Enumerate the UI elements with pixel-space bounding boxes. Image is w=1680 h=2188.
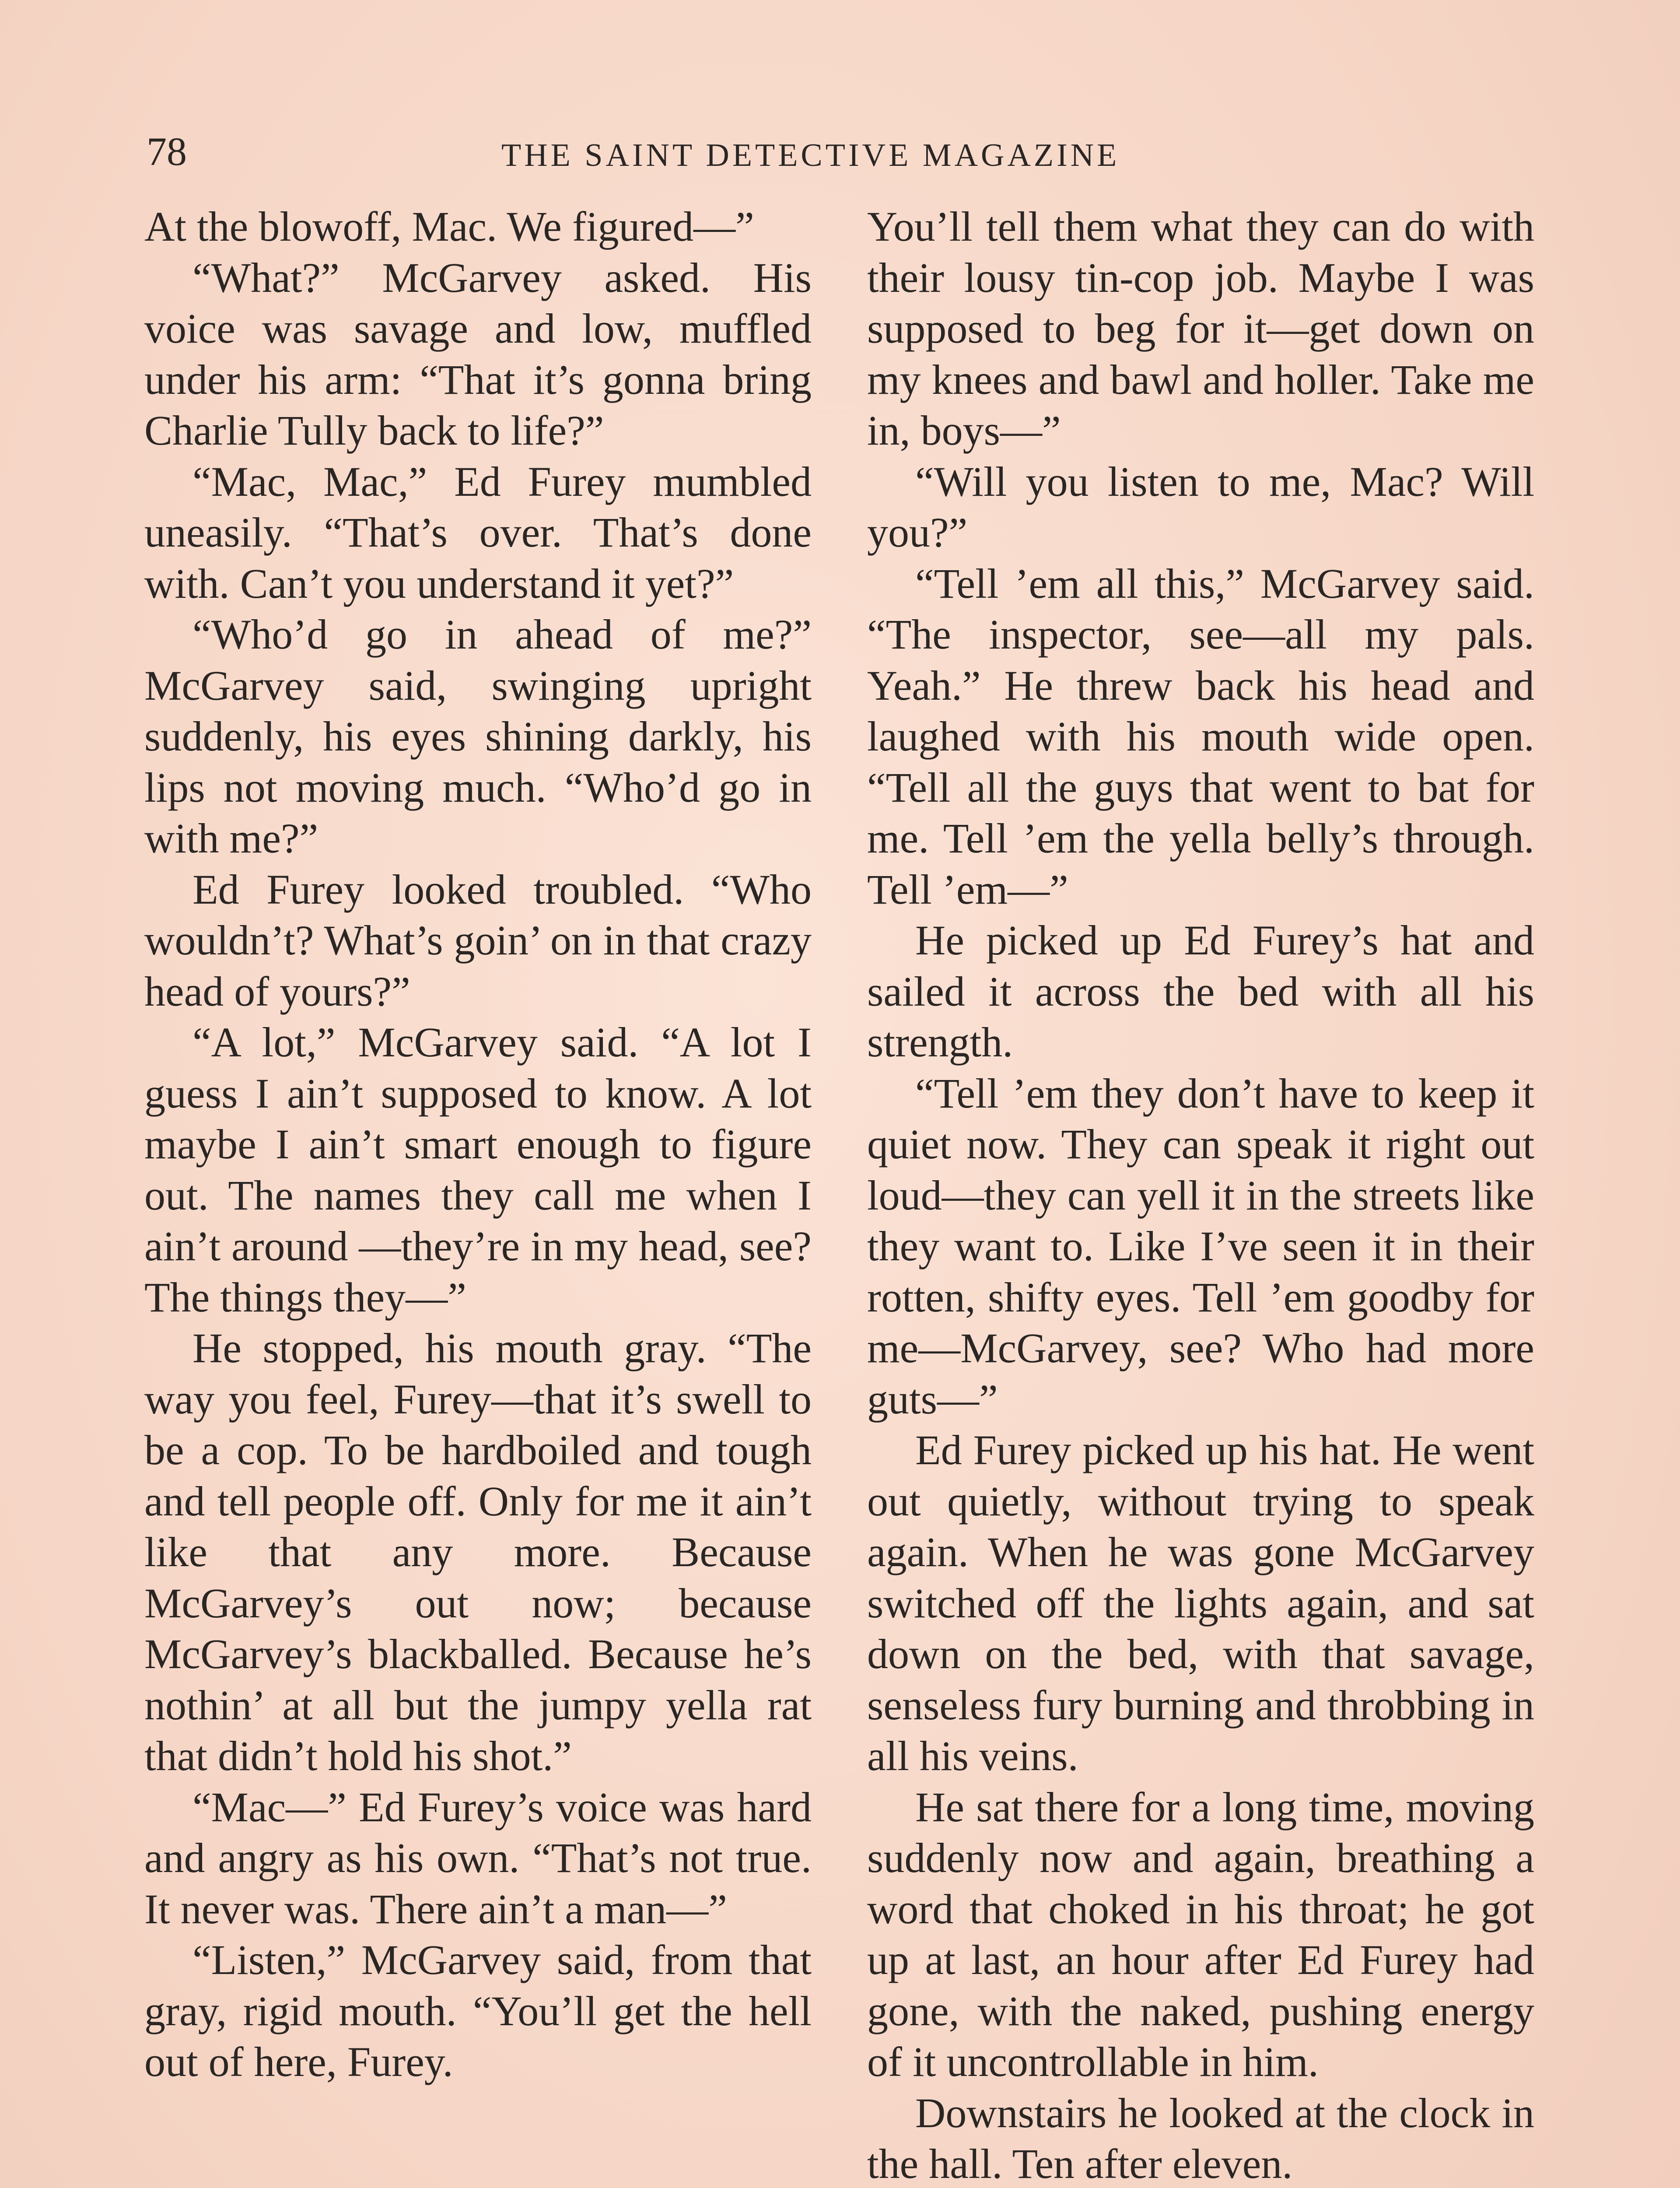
paragraph: At the blowoff, Mac. We figured—” bbox=[144, 203, 754, 250]
paragraph: Downstairs he looked at the clock in the hall. Ten after eleven. bbox=[867, 2089, 1534, 2187]
paragraph: “A lot,” McGarvey said. “A lot I guess I ain’t supposed to know. A lot maybe I ain’t smart enough to figure out. The names they call me when I ain’t around —they’re in my head, see? The things they—” bbox=[144, 1019, 812, 1321]
paragraph: He stopped, his mouth gray. “The way you feel, Furey—that it’s swell to be a cop. To be hardboiled and tough and tell people off. Only for me it ain’t like that any more. Because McGarvey’s out now; because McGarvey’s blackballed. Because he’s nothin’ at all but the jumpy yella rat that didn’t hold his shot.” bbox=[144, 1325, 812, 1779]
right-column bbox=[867, 201, 1534, 2188]
paragraph: “Will you listen to me, Mac? Will you?” bbox=[867, 458, 1534, 556]
paragraph: He sat there for a long time, moving suddenly now and again, breathing a word that choked in his throat; he got up at last, an hour after Ed Furey had gone, with the naked, pushing energy of it uncontrollable in him. bbox=[867, 1783, 1534, 2085]
paragraph: “Tell ’em they don’t have to keep it quiet now. They can speak it right out loud—they can yell it in the streets like they want to. Like I’ve seen it in their rotten, shifty eyes. Tell ’em goodby for me—McGarvey, see? Who had more guts—” bbox=[867, 1069, 1534, 1423]
paragraph: “Mac, Mac,” Ed Furey mumbled uneasily. “That’s over. That’s done with. Can’t you understand it yet?” bbox=[144, 458, 812, 607]
paragraph: He picked up Ed Furey’s hat and sailed it across the bed with all his strength. bbox=[867, 917, 1534, 1066]
page-number: 78 bbox=[147, 129, 187, 174]
paragraph: “Listen,” McGarvey said, from that gray, rigid mouth. “You’ll get the hell out of here, Furey. bbox=[144, 1936, 812, 2085]
left-column bbox=[144, 201, 812, 2088]
paragraph: Ed Furey picked up his hat. He went out quietly, without trying to speak again. When he was gone McGarvey switched off the lights again, and sat down on the bed, with that savage, senseless fury burning and throbbing in all his veins. bbox=[867, 1427, 1534, 1779]
running-title: THE SAINT DETECTIVE MAGAZINE bbox=[501, 137, 1120, 173]
paragraph: Ed Furey looked troubled. “Who wouldn’t? What’s goin’ on in that crazy head of yours?” bbox=[144, 866, 812, 1015]
paragraph: “What?” McGarvey asked. His voice was savage and low, muffled under his arm: “That it’s gonna bring Charlie Tully back to life?” bbox=[144, 254, 812, 454]
paragraph: “Tell ’em all this,” McGarvey said. “The inspector, see—all my pals. Yeah.” He threw back his head and laughed with his mouth wide open. “Tell all the guys that went to bat for me. Tell ’em the yella belly’s through. Tell ’em—” bbox=[867, 560, 1534, 913]
paragraph: You’ll tell them what they can do with their lousy tin-cop job. Maybe I was supposed to beg for it—get down on my knees and bawl and holler. Take me in, boys—” bbox=[867, 203, 1534, 454]
paragraph: “Mac—” Ed Furey’s voice was hard and angry as his own. “That’s not true. It never was. There ain’t a man—” bbox=[144, 1783, 812, 1932]
paragraph: “Who’d go in ahead of me?” McGarvey said, swinging upright suddenly, his eyes shining darkly, his lips not moving much. “Who’d go in with me?” bbox=[144, 611, 812, 862]
